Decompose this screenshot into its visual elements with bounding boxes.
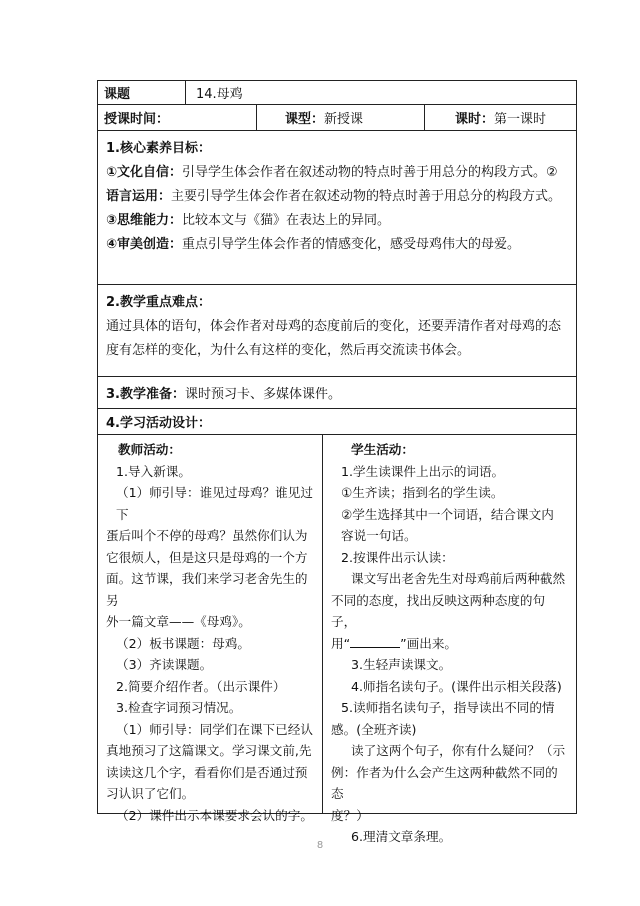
- student-line: ②学生选择其中一个词语，结合课文内: [341, 506, 554, 522]
- teacher-line: 蛋后叫个不停的母鸡？虽然你们认为: [106, 528, 308, 543]
- student-column: [323, 435, 576, 844]
- type-value: 新授课: [324, 112, 364, 127]
- type-cell: [257, 105, 425, 130]
- teacher-heading: 教师活动：: [118, 442, 181, 457]
- teacher-line: 习认识了它们。: [106, 786, 195, 801]
- student-line: 读了这两个句子，你有什么疑问？（示: [351, 743, 566, 758]
- prep-row: [98, 377, 576, 409]
- student-line: 例：作者为什么会产生这两种截然不同的态: [331, 764, 558, 801]
- student-line: 不同的态度，找出反映这两种态度的句子，: [331, 592, 546, 629]
- design-heading: 4.学习活动设计：: [106, 416, 211, 431]
- student-lines: [331, 461, 570, 848]
- keypoints-line: 通过具体的语句，体会作者对母鸡的态度前后的变化，还要弄清作者对母鸡的态: [106, 319, 562, 334]
- teacher-column: [98, 435, 323, 823]
- teacher-line: （2）课件出示本课要求会认的字。: [116, 807, 313, 823]
- student-line: 4.师指名读句子。(课件出示相关段落): [351, 678, 562, 694]
- goal-item: ④审美创造：重点引导学生体会作者的情感变化，感受母鸡伟大的母爱。: [106, 237, 521, 252]
- period-cell: [425, 105, 576, 130]
- keypoints-line: 度有怎样的变化，为什么有这样的变化，然后再交流读书体会。: [106, 343, 471, 358]
- teacher-line: （3）齐读课题。: [116, 657, 213, 672]
- prep-heading: 3.教学准备：: [106, 387, 185, 402]
- page-number: 8: [316, 840, 324, 851]
- teacher-line: 它很烦人，但是这只是母鸡的一个方: [106, 549, 308, 565]
- teacher-line: 2.简要介绍作者。（出示课件）: [116, 678, 286, 694]
- keypoints-heading: 2.教学重点难点：: [106, 295, 211, 310]
- goal-item: 语言运用：主要引导学生体会作者在叙述动物的特点时善于用总分的构段方式。: [106, 189, 562, 204]
- student-line: 2.按课件出示认读：: [341, 549, 454, 565]
- student-line: 6.理清文章条理。: [351, 829, 452, 844]
- teacher-line: 3.检查字词预习情况。: [116, 700, 242, 715]
- time-label: 授课时间：: [98, 105, 257, 130]
- meta-row: [98, 105, 576, 131]
- student-line: ①生齐读；指到名的学生读。: [341, 485, 504, 500]
- goals-row: [98, 131, 576, 285]
- teacher-lines: [106, 461, 316, 827]
- period-value: 第一课时: [494, 112, 547, 127]
- teacher-line: （1）师引导：谁见过母鸡？谁见过下: [116, 485, 313, 522]
- keypoints-row: [98, 285, 576, 377]
- student-line: 5.读师指名读句子，指导读出不同的情: [341, 700, 555, 715]
- prep-cell: [98, 377, 341, 408]
- teacher-line: （1）师引导：同学们在课下已经认: [116, 721, 313, 737]
- teacher-line: 读读这几个字，看看你们是否通过预: [106, 764, 308, 780]
- teacher-line: 1.导入新课。: [116, 463, 191, 479]
- student-line: 感。(全班齐读): [331, 721, 417, 737]
- student-line: 3.生轻声读课文。: [351, 657, 452, 672]
- student-line: 度？）: [331, 807, 369, 823]
- topic-row: [98, 81, 576, 105]
- student-line: 1.学生读课件上出示的词语。: [341, 463, 505, 479]
- period-label: 课时：: [455, 112, 495, 127]
- topic-label: 课题: [98, 81, 186, 104]
- type-label: 课型：: [285, 112, 325, 127]
- goal-item: ①文化自信：引导学生体会作者在叙述动物的特点时善于用总分的构段方式。②: [106, 165, 558, 180]
- topic-value: 14.母鸡: [196, 87, 243, 102]
- design-row: [98, 409, 576, 435]
- student-heading: 学生活动：: [351, 442, 414, 457]
- student-line: 容说一句话。: [341, 528, 417, 543]
- student-line: 用“ ”画出来。: [331, 635, 458, 651]
- goals-heading: 1.核心素养目标：: [106, 141, 211, 156]
- fill-blank-line: [350, 635, 400, 648]
- goals-block: [98, 131, 576, 284]
- prep-text: 课时预习卡、多媒体课件。: [184, 387, 341, 402]
- teacher-line: 面。这节课，我们来学习老舍先生的另: [106, 571, 308, 608]
- activity-row: [98, 435, 576, 844]
- student-line: 课文写出老舍先生对母鸡前后两种截然: [351, 571, 566, 586]
- keypoints-block: [98, 285, 576, 376]
- teacher-line: 真地预习了这篇课文。学习课文前,先: [106, 743, 312, 758]
- goal-item: ③思维能力：比较本文与《猫》在表达上的异同。: [106, 213, 391, 228]
- teacher-line: （2）板书课题：母鸡。: [116, 635, 250, 651]
- lesson-plan-table: [97, 80, 577, 844]
- teacher-line: 外一篇文章——《母鸡》。: [106, 614, 251, 629]
